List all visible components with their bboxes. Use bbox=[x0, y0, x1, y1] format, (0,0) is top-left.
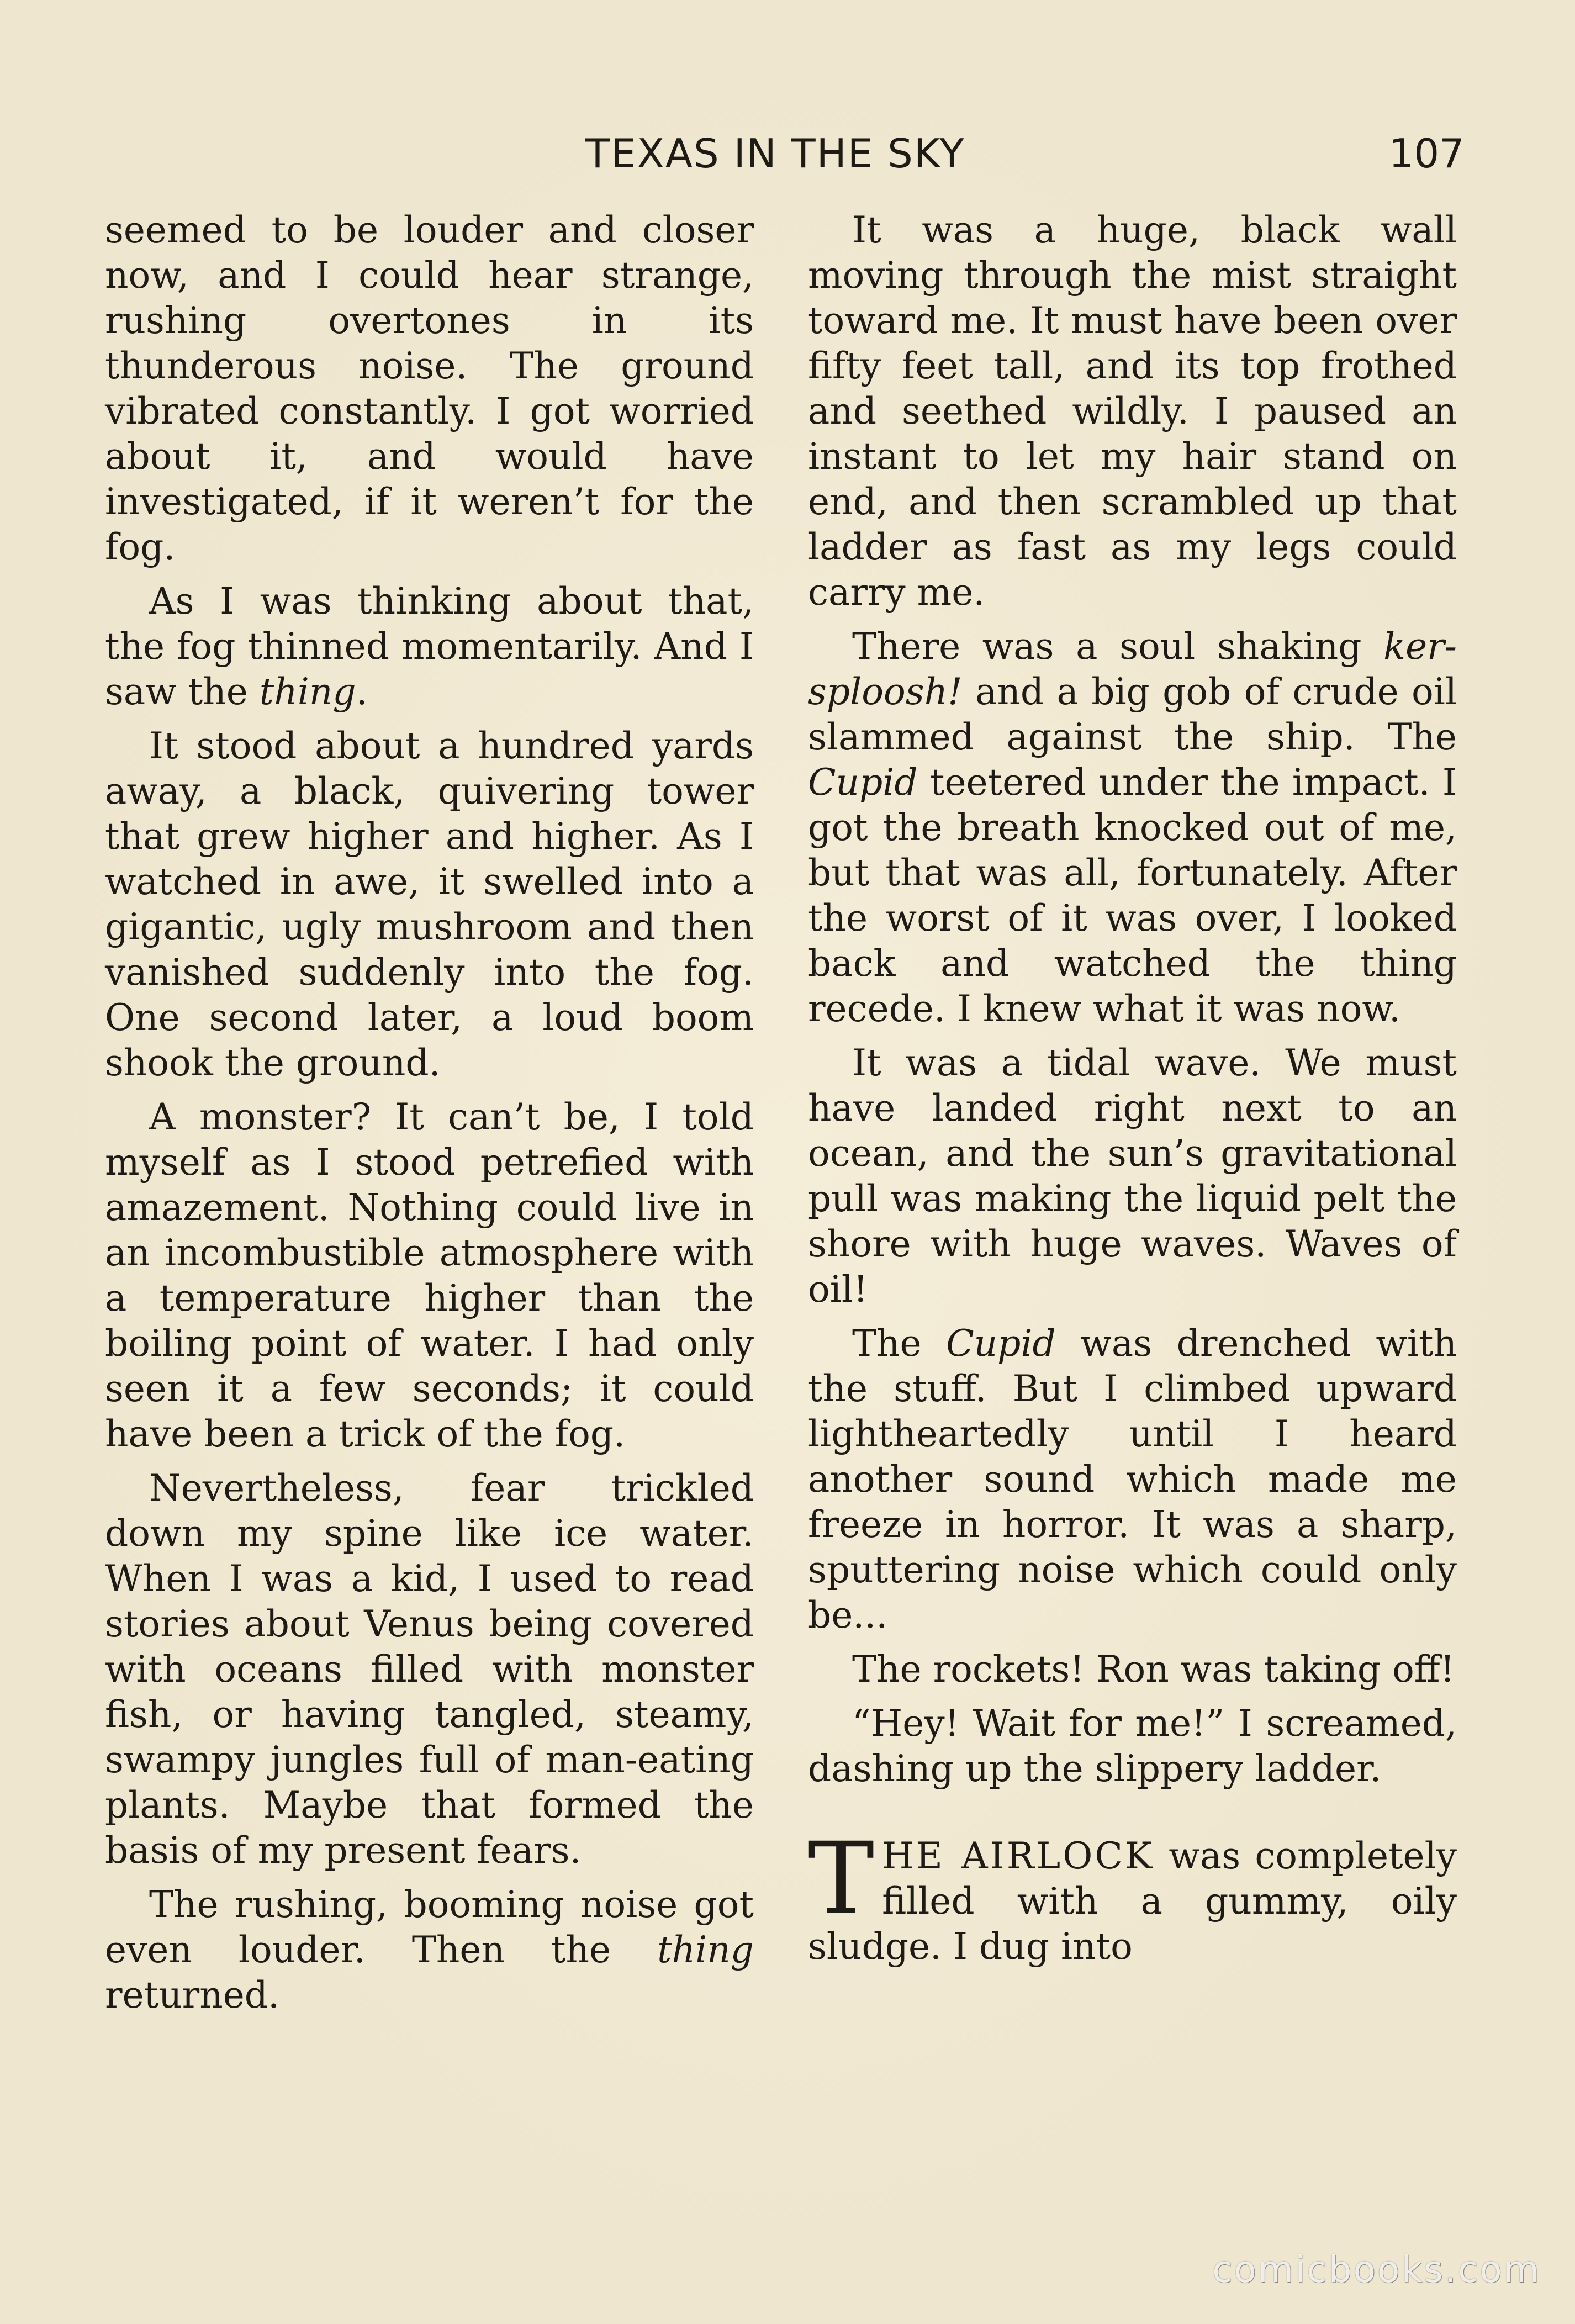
paragraph-text: was completely filled with a gummy, oily sludge. I dug into bbox=[808, 1835, 1457, 1968]
page-number: 107 bbox=[1388, 130, 1465, 177]
ship-name: Cupid bbox=[808, 761, 918, 804]
paragraph-text: . bbox=[356, 670, 368, 713]
running-head-title: TEXAS IN THE SKY bbox=[585, 130, 965, 177]
paragraph bbox=[808, 624, 1457, 1032]
running-head bbox=[0, 126, 1575, 187]
paragraph-text: was drenched with the stuff. But I climbed upward lightheartedly until I heard another sound which made me freeze in horror. It was a sharp, sputtering noise which could only be... bbox=[808, 1322, 1457, 1636]
paragraph-text: teetered under the impact. I got the breath knocked out of me, but that was all, fortunately. After the worst of it was over, I looked back and watched the thing recede. I knew what it was now. bbox=[808, 761, 1457, 1030]
paragraph-text: It stood about a hundred yards away, a black, quivering tower that grew higher and higher. As I watched in awe, it swelled into a gigantic, ugly mushroom and then vanished suddenly into the fog. One second later, a loud boom shook the ground. bbox=[105, 725, 754, 1084]
italic-text: thing bbox=[657, 1929, 754, 1971]
paragraph-text: The rushing, booming noise got even louder. Then the bbox=[105, 1883, 754, 1971]
paragraph bbox=[105, 1466, 754, 1873]
paragraph-text: returned. bbox=[105, 1974, 279, 2016]
paragraph-with-drop-cap bbox=[808, 1821, 1457, 1969]
section-break bbox=[808, 1800, 1457, 1834]
paragraph bbox=[105, 723, 754, 1086]
paragraph-text: As I was thinking about that, the fog thinned momentarily. And I saw the bbox=[105, 580, 754, 713]
left-column bbox=[105, 208, 754, 2018]
paragraph-text: “Hey! Wait for me!” I screamed, dashing up the slippery ladder. bbox=[808, 1702, 1457, 1790]
paragraph-text: The bbox=[852, 1322, 947, 1365]
paragraph bbox=[105, 1882, 754, 2018]
watermark: comicbooks.com bbox=[1212, 2248, 1541, 2291]
drop-cap: T bbox=[808, 1821, 875, 1937]
paragraph bbox=[808, 1040, 1457, 1312]
paragraph-text: A monster? It can’t be, I told myself as I stood petrefied with amazement. Nothing could live in an incombustible atmosphere with a temperature higher than the boiling point of water. I had only seen it a few seconds; it could have been a trick of the fog. bbox=[105, 1096, 754, 1455]
paragraph bbox=[105, 579, 754, 715]
italic-text: thing bbox=[259, 670, 356, 713]
paragraph-text: It was a tidal wave. We must have landed right next to an ocean, and the sun’s gravitational pull was making the liquid pelt the shore with huge waves. Waves of oil! bbox=[808, 1042, 1457, 1311]
paragraph-text: It was a huge, black wall moving through the mist straight toward me. It must have been over fifty feet tall, and its top frothed and seethed wildly. I paused an instant to let my hair stand on end, and then scrambled up that ladder as fast as my legs could carry me. bbox=[808, 209, 1457, 614]
paragraph bbox=[808, 1647, 1457, 1692]
paragraph-text: The rockets! Ron was taking off! bbox=[852, 1648, 1455, 1691]
paragraph bbox=[105, 1095, 754, 1457]
right-column bbox=[808, 208, 1457, 1969]
paragraph-text: and a big gob of crude oil slammed against the ship. The bbox=[808, 670, 1457, 758]
paragraph bbox=[808, 208, 1457, 615]
paragraph-text: seemed to be louder and closer now, and I could hear strange, rushing overtones in its thunderous noise. The ground vibrated constantly. I got worried about it, and would have investigated, if it weren’t for the fog. bbox=[105, 209, 754, 568]
small-caps-text: HE AIRLOCK bbox=[882, 1835, 1155, 1877]
paragraph-text: There was a soul shaking bbox=[852, 625, 1384, 668]
ship-name: Cupid bbox=[946, 1322, 1056, 1365]
paragraph-text: Nevertheless, fear trickled down my spine like ice water. When I was a kid, I used to read stories about Venus being covered with oceans filled with monster fish, or having tangled, steamy, swampy jungles full of man-eating plants. Maybe that formed the basis of my present fears. bbox=[105, 1467, 754, 1872]
italic-text: ker-sploosh! bbox=[808, 625, 1457, 713]
paragraph bbox=[105, 208, 754, 570]
paragraph bbox=[808, 1701, 1457, 1792]
paragraph bbox=[808, 1321, 1457, 1638]
